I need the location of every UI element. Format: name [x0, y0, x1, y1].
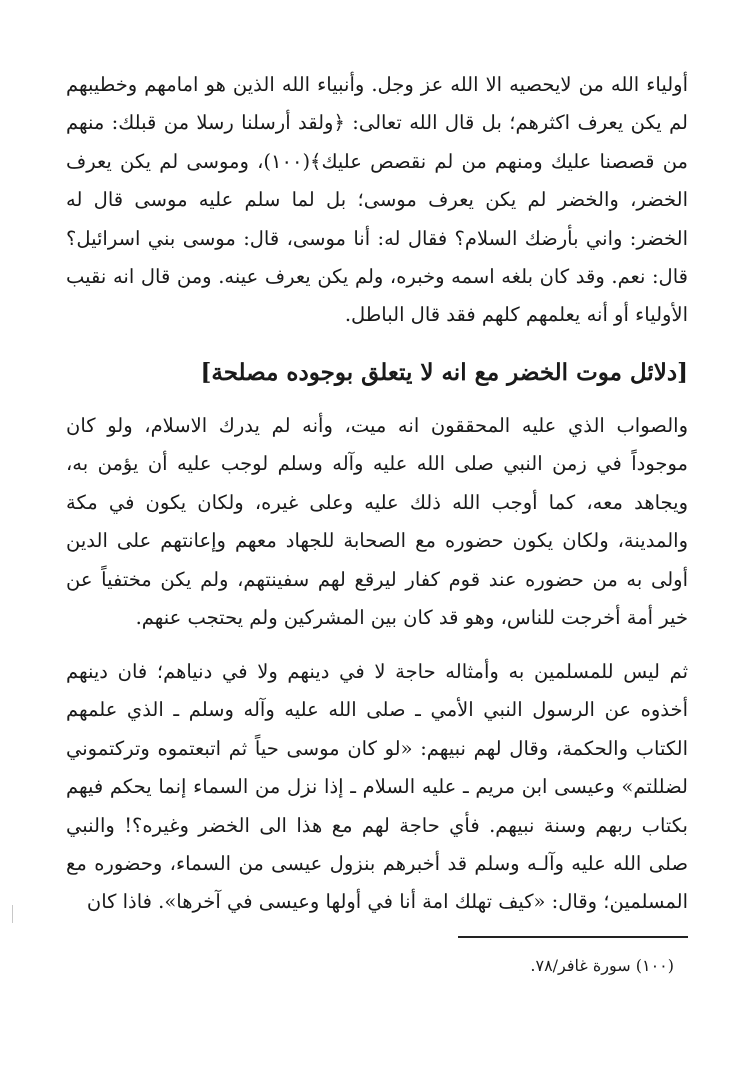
paragraph-text: ثم ليس للمسلمين به وأمثاله حاجة لا في دينهم ولا في دنياهم؛ فان دينهم أخذوه عن الرسول النبي الأمي ـ صلى الله عليه وآله وسلم ـ الذي علمهم الكتاب والحكمة، وقال لهم نبيهم: «لو كان موسى حياً ثم اتبعتموه وتركتموني لضللتم» وعيسى ابن مريم ـ عليه السلام ـ إذا نزل من السماء إنما يحكم فيهم بكتاب ربهم وسنة نبيهم. فأي حاجة لهم مع هذا الى الخضر وغيره؟! والنبي صلى الله عليه وآلـه وسلم قد أخبرهم بنزول عيسى من السماء، وحضوره مع المسلمين؛ وقال: «كيف تهلك امة أنا في أولها وعيسى في آخرها». فاذا كان [66, 660, 688, 914]
heading-text: [دلائل موت الخضر مع انه لا يتعلق بوجوده مصلحة] [200, 359, 688, 386]
scan-edge-mark [12, 905, 13, 923]
paragraph-text: والصواب الذي عليه المحققون انه ميت، وأنه لم يدرك الاسلام، ولو كان موجوداً في زمن النبي صلى الله عليه وآله وسلم لوجب عليه أن يؤمن به، ويجاهد معه، كما أوجب الله ذلك عليه وعلى غيره، ولكان يكون في مكة والمدينة، ولكان يكون حضوره مع الصحابة للجهاد معهم وإعانتهم على الدين أولى به من حضوره عند قوم كفار ليرقع لهم سفينتهم، ولم يكن مختفياً عن خير أمة أخرجت للناس، وهو قد كان بين المشركين ولم يحتجب عنهم. [66, 414, 688, 630]
paragraph-text: أولياء الله من لايحصيه الا الله عز وجل. وأنبياء الله الذين هو امامهم وخطيبهم لم يكن يعرف اكثرهم؛ بل قال الله تعالى: ﴿ولقد أرسلنا رسلا من قبلك: منهم من قصصنا عليك ومنهم من لم نقصص عليك﴾(١٠٠)، وموسى لم يكن يعرف الخضر، والخضر لم يكن يعرف موسى؛ بل لما سلم عليه موسى قال له الخضر: واني بأرضك السلام؟ فقال له: أنا موسى، قال: موسى بني اسرائيل؟ قال: نعم. وقد كان بلغه اسمه وخبره، ولم يكن يعرف عينه. ومن قال انه نقيب الأولياء أو أنه يعلمهم كلهم فقد قال الباطل. [66, 73, 688, 327]
section-heading [66, 353, 688, 393]
body-paragraph-3 [66, 653, 688, 922]
body-paragraph-1 [66, 66, 688, 335]
footnote-separator [458, 936, 688, 938]
body-paragraph-2 [66, 407, 688, 637]
footnote: (١٠٠) سورة غافر/٧٨. [530, 956, 674, 975]
